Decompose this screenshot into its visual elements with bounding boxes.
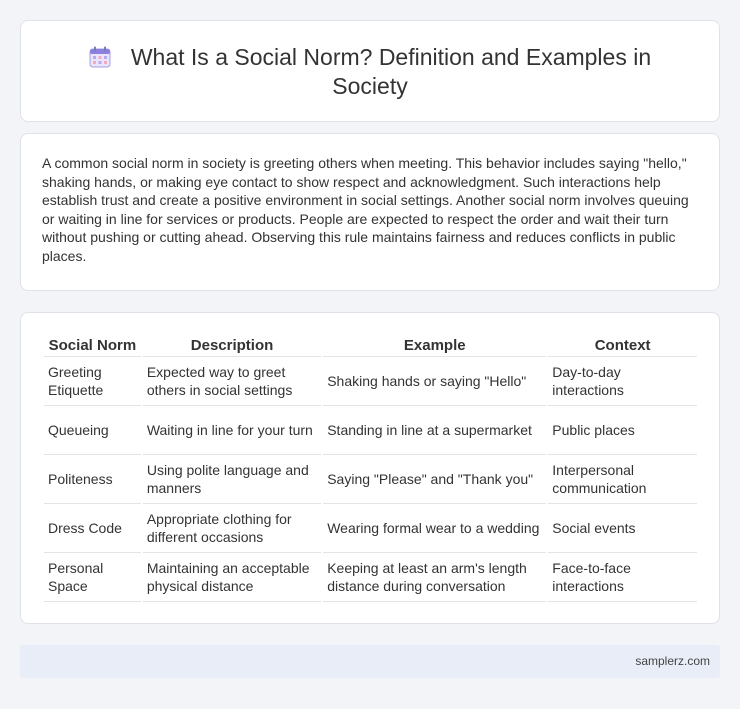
table-cell: Interpersonal communication: [548, 455, 697, 504]
table-cell: Keeping at least an arm's length distance during conversation: [323, 553, 546, 602]
column-header: Context: [548, 335, 697, 357]
table-cell: Saying "Please" and "Thank you": [323, 455, 546, 504]
table-cell: Expected way to greet others in social settings: [143, 357, 321, 406]
page-title-wrap: [21, 43, 719, 101]
page-title: What Is a Social Norm? Definition and Examples in Society: [130, 44, 652, 99]
table-header-row: [44, 335, 697, 357]
calendar-icon: [89, 46, 111, 68]
table-cell: Waiting in line for your turn: [143, 406, 321, 455]
table-cell: Public places: [548, 406, 697, 455]
column-header: Social Norm: [44, 335, 141, 357]
table-cell: Greeting Etiquette: [44, 357, 141, 406]
table-cell: Personal Space: [44, 553, 141, 602]
intro-paragraph: A common social norm in society is greeting others when meeting. This behavior includes saying "hello," shaking hands, or making eye contact to show respect and acknowledgment. Such interactions help establish trust and create a positive environment in social settings. Another social norm involves queuing or waiting in line for services or products. People are expected to respect the order and wait their turn without pushing or cutting ahead. Observing this rule maintains fairness and reduces conflicts in public places.: [42, 155, 689, 264]
table-cell: Using polite language and manners: [143, 455, 321, 504]
footer-bar: [20, 645, 720, 678]
table-cell: Face-to-face interactions: [548, 553, 697, 602]
table-row: [44, 455, 697, 504]
title-card: [20, 20, 720, 122]
table-row: [44, 553, 697, 602]
table-cell: Queueing: [44, 406, 141, 455]
table-cell: Day-to-day interactions: [548, 357, 697, 406]
table-cell: Politeness: [44, 455, 141, 504]
table-row: [44, 504, 697, 553]
table-cell: Social events: [548, 504, 697, 553]
column-header: Description: [143, 335, 321, 357]
table-row: [44, 357, 697, 406]
social-norms-table: [42, 335, 699, 602]
table-cell: Appropriate clothing for different occasions: [143, 504, 321, 553]
table-cell: Wearing formal wear to a wedding: [323, 504, 546, 553]
table-cell: Standing in line at a supermarket: [323, 406, 546, 455]
table-cell: Maintaining an acceptable physical distance: [143, 553, 321, 602]
intro-card: [20, 133, 720, 291]
table-cell: Dress Code: [44, 504, 141, 553]
column-header: Example: [323, 335, 546, 357]
table-row: [44, 406, 697, 455]
table-card: [20, 312, 720, 624]
table-cell: Shaking hands or saying "Hello": [323, 357, 546, 406]
footer-site-link[interactable]: samplerz.com: [635, 654, 710, 668]
